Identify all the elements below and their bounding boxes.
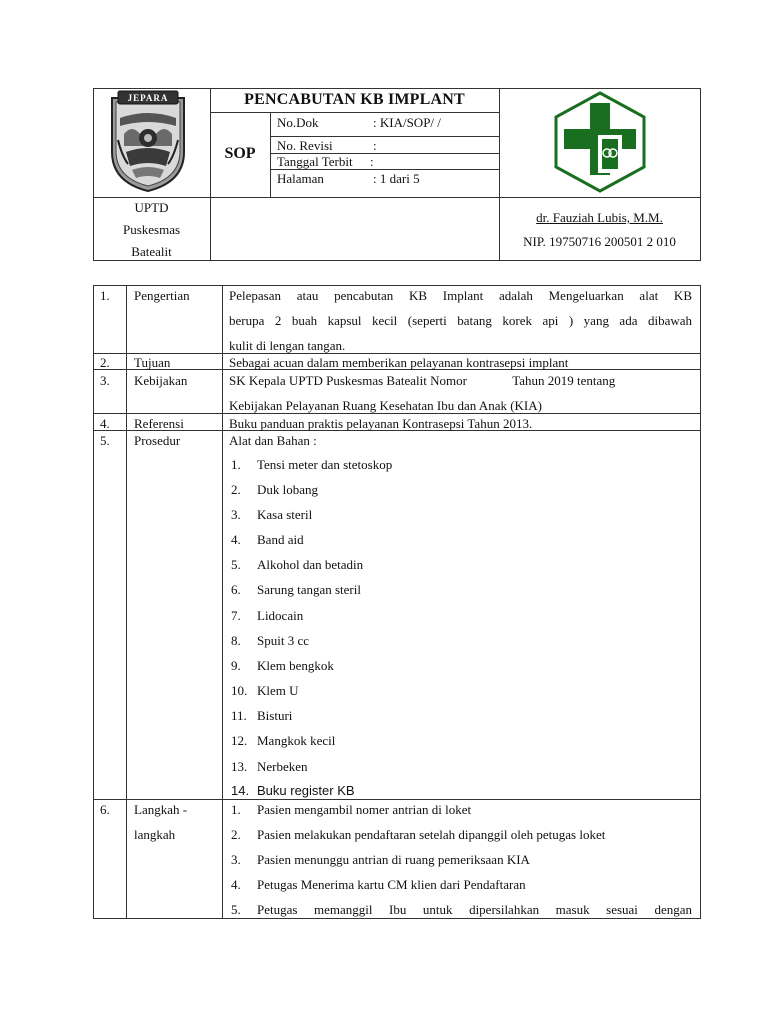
step-item: Pasien menunggu antrian di ruang pemeriksaan KIA <box>257 852 530 867</box>
row-number: 5. <box>100 433 110 448</box>
list-item: Duk lobang <box>257 482 319 497</box>
meta-label-no-revisi: No. Revisi <box>277 138 333 153</box>
meta-label-no-dok: No.Dok <box>277 115 319 130</box>
step-item: Petugas memanggil Ibu untuk dipersilahkan masuk sesuai dengan <box>257 902 692 917</box>
row-label-kebijakan: Kebijakan <box>134 373 188 388</box>
list-item: Buku register KB <box>257 783 355 798</box>
row-label-pengertian: Pengertian <box>134 288 190 303</box>
list-item: Mangkok kecil <box>257 733 336 748</box>
sop-label: SOP <box>224 145 256 162</box>
list-item: Sarung tangan steril <box>257 582 361 597</box>
list-item: Spuit 3 cc <box>257 633 309 648</box>
kebijakan-text-line: SK Kepala UPTD Puskesmas Batealit Nomor Tahun 2019 tentang <box>229 373 616 388</box>
pengertian-text-line: Pelepasan atau pencabutan KB Implant adalah Mengeluarkan alat KB <box>229 288 692 303</box>
kebijakan-text-line: Kebijakan Pelayanan Ruang Kesehatan Ibu dan Anak (KIA) <box>229 398 542 413</box>
row-number: 4. <box>100 416 110 431</box>
meta-value-halaman: : 1 dari 5 <box>373 171 420 186</box>
list-item: Alkohol dan betadin <box>257 557 364 572</box>
list-item: Tensi meter dan stetoskop <box>257 457 393 472</box>
list-item-number: 2. <box>231 482 241 497</box>
row-label-referensi: Referensi <box>134 416 184 431</box>
list-item: Nerbeken <box>257 759 308 774</box>
meta-label-tanggal-terbit: Tanggal Terbit <box>277 154 353 169</box>
list-item-number: 6. <box>231 582 241 597</box>
list-item: Klem U <box>257 683 299 698</box>
list-item-number: 14. <box>231 783 250 798</box>
step-number: 2. <box>231 827 241 842</box>
meta-value-no-dok: : KIA/SOP/ / <box>373 115 441 130</box>
list-item-number: 3. <box>231 507 241 522</box>
list-item-number: 9. <box>231 658 241 673</box>
list-item: Klem bengkok <box>257 658 334 673</box>
list-item-number: 7. <box>231 608 241 623</box>
org-name-line-3: Batealit <box>131 244 172 259</box>
list-item-number: 13. <box>231 759 248 774</box>
step-item: Pasien mengambil nomer antrian di loket <box>257 802 472 817</box>
list-item: Bisturi <box>257 708 293 723</box>
meta-value-tanggal-terbit: : <box>370 154 374 169</box>
list-item-number: 1. <box>231 457 241 472</box>
list-item-number: 11. <box>231 708 247 723</box>
logo-text: JEPARA <box>127 93 169 103</box>
step-number: 1. <box>231 802 241 817</box>
pengertian-text-line: berupa 2 buah kapsul kecil (seperti batang korek api ) yang ada dibawah <box>229 313 692 328</box>
row-number: 3. <box>100 373 110 388</box>
row-number: 6. <box>100 802 110 817</box>
prosedur-intro: Alat dan Bahan : <box>229 433 317 448</box>
meta-value-no-revisi: : <box>373 138 377 153</box>
org-name-line-2: Puskesmas <box>122 222 181 237</box>
list-item: Band aid <box>257 532 304 547</box>
meta-label-halaman: Halaman <box>277 171 324 186</box>
jepara-logo <box>104 90 192 194</box>
puskesmas-emblem-icon <box>552 90 648 194</box>
step-number: 3. <box>231 852 241 867</box>
row-label-langkah: langkah <box>134 827 176 842</box>
row-number: 2. <box>100 355 110 370</box>
signer-name: dr. Fauziah Lubis, M.M. <box>536 210 663 225</box>
list-item-number: 4. <box>231 532 241 547</box>
referensi-text: Buku panduan praktis pelayanan Kontrasepsi Tahun 2013. <box>229 416 533 431</box>
step-number: 4. <box>231 877 241 892</box>
row-label-tujuan: Tujuan <box>134 355 171 370</box>
list-item: Kasa steril <box>257 507 313 522</box>
row-label-langkah: Langkah - <box>134 802 188 817</box>
document-title: PENCABUTAN KB IMPLANT <box>244 91 465 108</box>
step-number: 5. <box>231 902 241 917</box>
list-item-number: 5. <box>231 557 241 572</box>
org-name-line-1: UPTD <box>134 200 169 215</box>
pengertian-text-line: kulit di lengan tangan. <box>229 338 346 353</box>
step-item: Pasien melakukan pendaftaran setelah dipanggil oleh petugas loket <box>257 827 606 842</box>
list-item: Lidocain <box>257 608 304 623</box>
list-item-number: 8. <box>231 633 241 648</box>
tujuan-text: Sebagai acuan dalam memberikan pelayanan kontrasepsi implant <box>229 355 569 370</box>
step-item: Petugas Menerima kartu CM klien dari Pendaftaran <box>257 877 526 892</box>
signer-nip: NIP. 19750716 200501 2 010 <box>523 234 676 249</box>
list-item-number: 12. <box>231 733 248 748</box>
list-item-number: 10. <box>231 683 248 698</box>
row-label-prosedur: Prosedur <box>134 433 181 448</box>
row-number: 1. <box>100 288 110 303</box>
